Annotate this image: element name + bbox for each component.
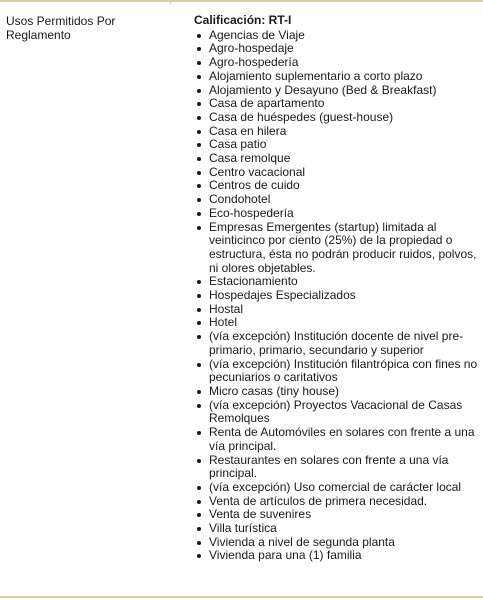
list-item: Empresas Emergentes (startup) limitada al veinticinco por ciento (25%) de la propiedad o estructura, ésta no podrán producir ruidos, polvos, ni olores objetables. (194, 221, 480, 276)
list-item: Renta de Automóviles en solares con frente a una vía principal. (194, 426, 480, 453)
list-item: (vía excepción) Institución filantrópica con fines no pecuniarios o caritativos (194, 358, 480, 385)
list-item: Hostal (194, 303, 480, 317)
list-item: Alojamiento y Desayuno (Bed & Breakfast) (194, 84, 480, 98)
list-item: Micro casas (tiny house) (194, 385, 480, 399)
top-divider (0, 0, 483, 2)
column-divider-tick (170, 0, 171, 4)
list-item: Vivienda a nivel de segunda planta (194, 536, 480, 550)
list-item: Venta de artículos de primera necesidad. (194, 495, 480, 509)
list-item: Centro vacacional (194, 166, 480, 180)
list-item: Agro-hospedaje (194, 42, 480, 56)
list-item: Condohotel (194, 193, 480, 207)
list-item: Casa de huéspedes (guest-house) (194, 111, 480, 125)
list-item: Centros de cuido (194, 179, 480, 193)
list-item: Restaurantes en solares con frente a una vía principal. (194, 454, 480, 481)
permitted-uses-row (0, 14, 483, 563)
list-item: Estacionamiento (194, 275, 480, 289)
permitted-uses-label: Usos Permitidos Por Reglamento (6, 14, 116, 42)
uses-list (194, 29, 480, 563)
list-item: (vía excepción) Uso comercial de carácter local (194, 481, 480, 495)
list-item: Casa remolque (194, 152, 480, 166)
list-item: Venta de suvenires (194, 508, 480, 522)
zoning-title: Calificación: RT-I (194, 13, 292, 27)
permitted-uses-content (162, 14, 480, 563)
list-item: Villa turística (194, 522, 480, 536)
list-item: (vía excepción) Proyectos Vacacional de Casas Remolques (194, 399, 480, 426)
list-item: Casa de apartamento (194, 97, 480, 111)
list-item: Casa patio (194, 138, 480, 152)
list-item: (vía excepción) Institución docente de nivel pre-primario, primario, secundario y superior (194, 330, 480, 357)
list-item: Alojamiento suplementario a corto plazo (194, 70, 480, 84)
list-item: Vivienda para una (1) familia (194, 549, 480, 563)
list-item: Hotel (194, 316, 480, 330)
list-item: Agro-hospedería (194, 56, 480, 70)
list-item: Agencias de Viaje (194, 29, 480, 43)
list-item: Eco-hospedería (194, 207, 480, 221)
list-item: Hospedajes Especializados (194, 289, 480, 303)
list-item: Casa en hilera (194, 125, 480, 139)
bottom-divider (0, 596, 483, 598)
